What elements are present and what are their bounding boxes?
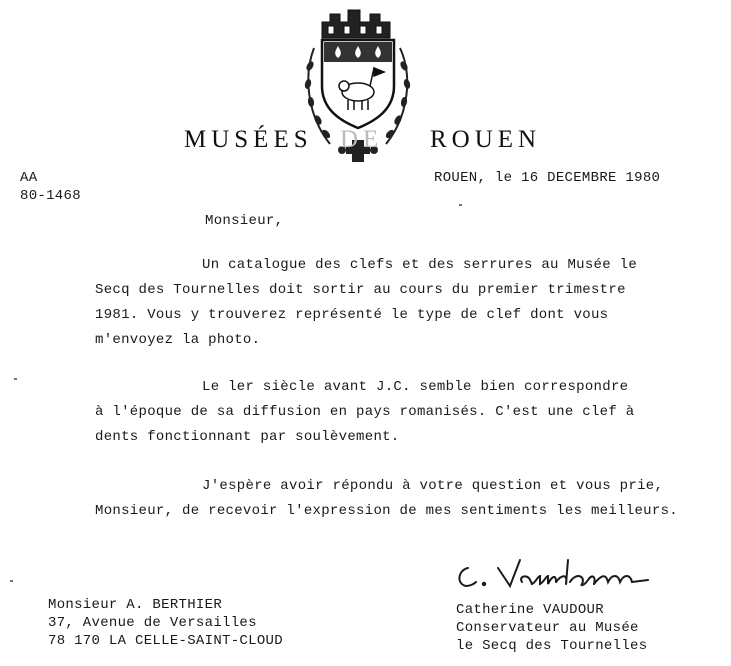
scan-speck xyxy=(459,204,462,206)
scan-speck xyxy=(10,580,13,582)
paragraph-3 xyxy=(95,474,678,524)
letterhead-de: DE xyxy=(340,126,384,153)
letter-date: ROUEN, le 16 DECEMBRE 1980 xyxy=(434,170,661,186)
paragraph-line: m'envoyez la photo. xyxy=(95,332,261,348)
scan-speck xyxy=(14,378,17,380)
paragraph-1 xyxy=(95,253,637,353)
paragraph-line: 1981. Vous y trouverez représenté le type de clef dont vous xyxy=(95,307,609,323)
recipient-city: 78 170 LA CELLE-SAINT-CLOUD xyxy=(48,633,283,649)
paragraph-line: Un catalogue des clefs et des serrures au Musée le xyxy=(202,257,638,273)
letterhead-rouen: ROUEN xyxy=(430,126,542,153)
paragraph-line: Monsieur, de recevoir l'expression de mes sentiments les meilleurs. xyxy=(95,503,678,519)
mural-crown xyxy=(322,10,390,38)
reference-line-1: AA xyxy=(20,170,38,186)
paragraph-line: Le ler siècle avant J.C. semble bien correspondre xyxy=(202,379,629,395)
signatory-name: Catherine VAUDOUR xyxy=(456,602,604,618)
paragraph-line: J'espère avoir répondu à votre question et vous prie, xyxy=(202,478,664,494)
paragraph-2 xyxy=(95,375,634,450)
handwritten-signature xyxy=(452,556,652,592)
recipient-name: Monsieur A. BERTHIER xyxy=(48,597,223,613)
salutation: Monsieur, xyxy=(205,213,284,229)
reference-line-2: 80-1468 xyxy=(20,188,81,204)
letterhead-musees: MUSÉES xyxy=(184,126,313,153)
signatory-institution: le Secq des Tournelles xyxy=(456,638,648,654)
paragraph-line: Secq des Tournelles doit sortir au cours du premier trimestre xyxy=(95,282,626,298)
paragraph-line: à l'époque de sa diffusion en pays romanisés. C'est une clef à xyxy=(95,404,635,420)
signatory-title: Conservateur au Musée xyxy=(456,620,639,636)
recipient-street: 37, Avenue de Versailles xyxy=(48,615,257,631)
paragraph-line: dents fonctionnant par soulèvement. xyxy=(95,429,400,445)
